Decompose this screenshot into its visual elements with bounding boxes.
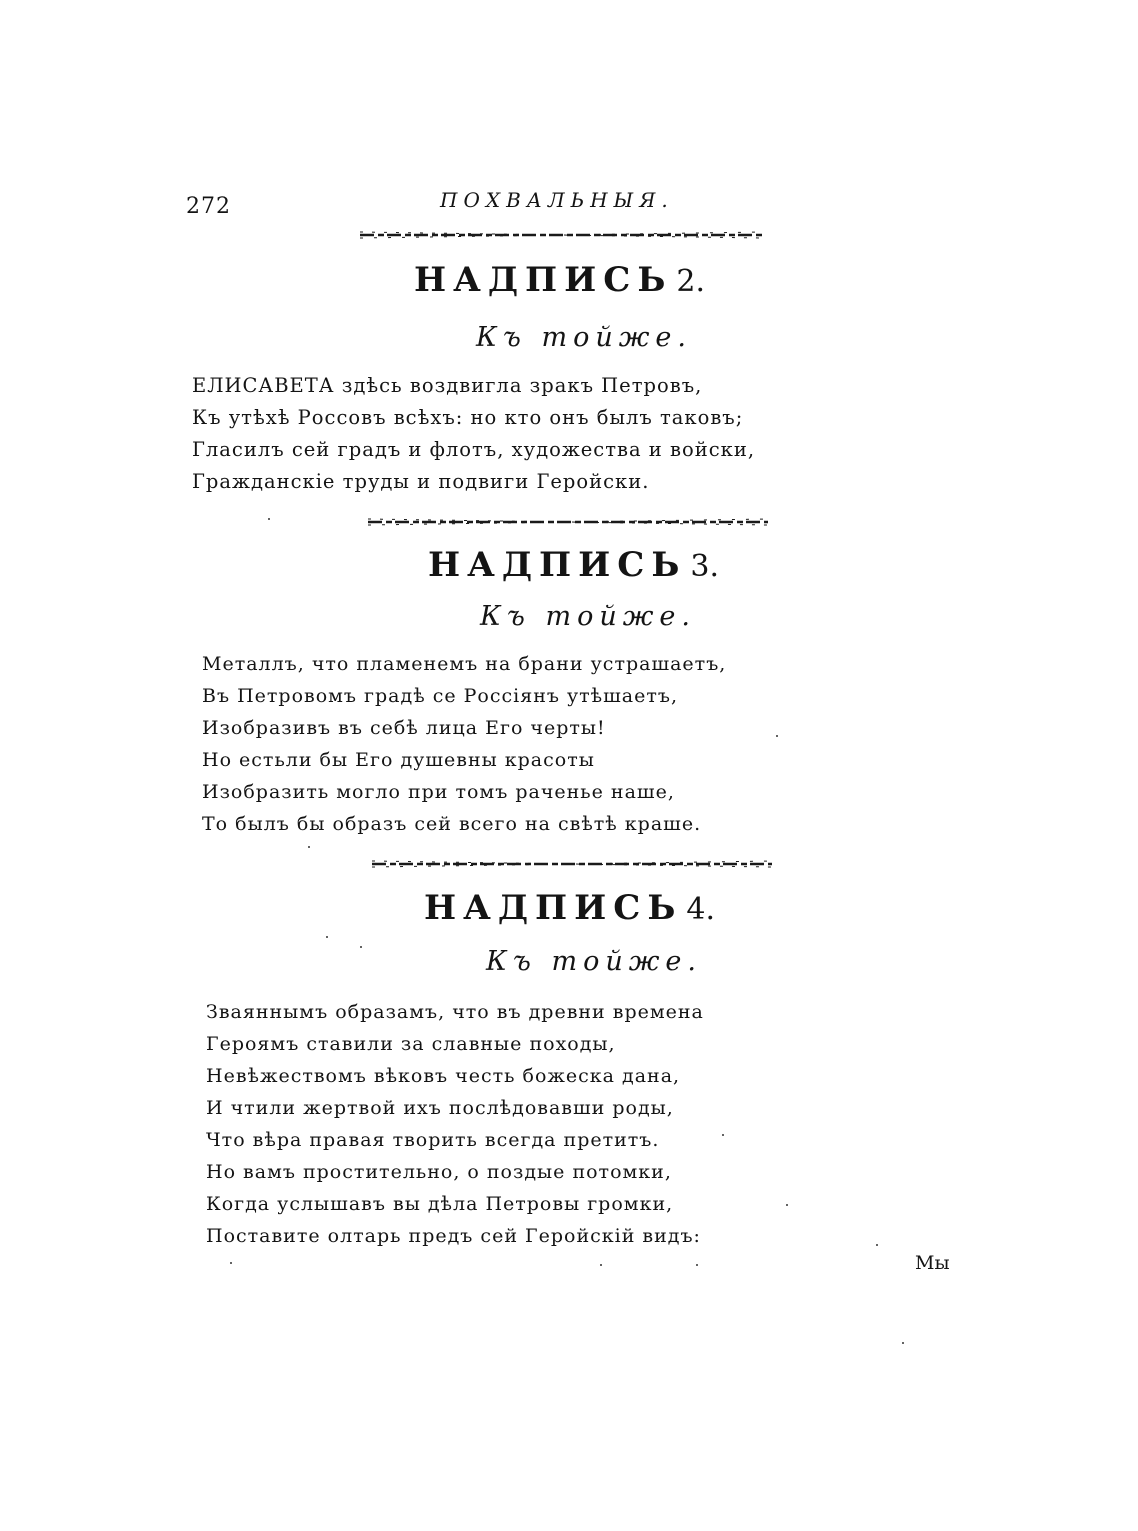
inscription-heading-2 (414, 260, 705, 300)
page-number: 272 (186, 194, 231, 219)
verse-line: Поставите олтарь предъ сей Геройскій видъ: (206, 1225, 701, 1247)
scan-speck (876, 1244, 878, 1246)
inscription-text-2 (192, 370, 755, 498)
catchword: Мы (915, 1252, 950, 1274)
heading-text: НАДПИСЬ (428, 545, 687, 585)
scan-speck (326, 936, 328, 938)
ornament-divider (372, 858, 772, 870)
verse-line: Невѣжествомъ вѣковъ честь божеска дана, (206, 1065, 681, 1087)
verse-line: ЕЛИСАВЕТА здѣсь воздвигла зракъ Петровъ, (192, 374, 703, 397)
verse-line: Гражданскіе труды и подвиги Геройски. (192, 470, 650, 493)
verse-line: Къ утѣхѣ Россовъ всѣхъ: но кто онъ былъ таковъ; (192, 406, 744, 429)
heading-number: 2. (676, 264, 706, 299)
inscription-heading-3 (428, 545, 719, 585)
verse-line: Изобразить могло при томъ раченье наше, (202, 781, 675, 803)
verse-line: Изобразивъ въ себѣ лица Его черты! (202, 717, 606, 739)
heading-number: 3. (690, 549, 720, 584)
scan-speck (902, 1342, 904, 1344)
inscription-subheading-3: Къ тойже. (480, 601, 696, 632)
verse-line: Но естьли бы Его душевны красоты (202, 749, 595, 771)
scan-speck (230, 1262, 232, 1264)
inscription-subheading-2: Къ тойже. (476, 322, 692, 353)
verse-line: Зваяннымъ образамъ, что въ древни времена (206, 1001, 704, 1023)
scan-speck (360, 946, 362, 948)
verse-line: Въ Петровомъ градѣ се Россіянъ утѣшаетъ, (202, 685, 679, 707)
running-head: ПОХВАЛЬНЫЯ. (440, 188, 674, 212)
verse-line: Но вамъ простительно, о поздые потомки, (206, 1161, 672, 1183)
heading-text: НАДПИСЬ (414, 260, 673, 300)
verse-line: То былъ бы образъ сей всего на свѣтѣ краше. (202, 813, 702, 835)
verse-line: Гласилъ сей градъ и флотъ, художества и войски, (192, 438, 756, 461)
verse-line: Героямъ ставили за славные походы, (206, 1033, 616, 1055)
scan-speck (308, 846, 310, 848)
scan-speck (696, 1264, 698, 1266)
heading-text: НАДПИСЬ (424, 888, 683, 928)
scan-speck (722, 1134, 724, 1136)
heading-number: 4. (686, 892, 716, 927)
scan-speck (786, 1204, 788, 1206)
verse-line: И чтили жертвой ихъ послѣдовавши роды, (206, 1097, 674, 1119)
verse-line: Когда услышавъ вы дѣла Петровы громки, (206, 1193, 674, 1215)
inscription-text-3 (202, 648, 726, 840)
inscription-heading-4 (424, 888, 715, 928)
inscription-text-4 (206, 996, 704, 1252)
verse-line: Что вѣра правая творить всегда претитъ. (206, 1129, 660, 1151)
scan-speck (268, 518, 270, 520)
scan-speck (600, 1264, 602, 1266)
verse-line: Металлъ, что пламенемъ на брани устрашаетъ, (202, 653, 727, 675)
ornament-divider (368, 516, 768, 528)
ornament-divider (360, 229, 762, 241)
scan-speck (776, 735, 778, 737)
inscription-subheading-4: Къ тойже. (486, 946, 702, 977)
